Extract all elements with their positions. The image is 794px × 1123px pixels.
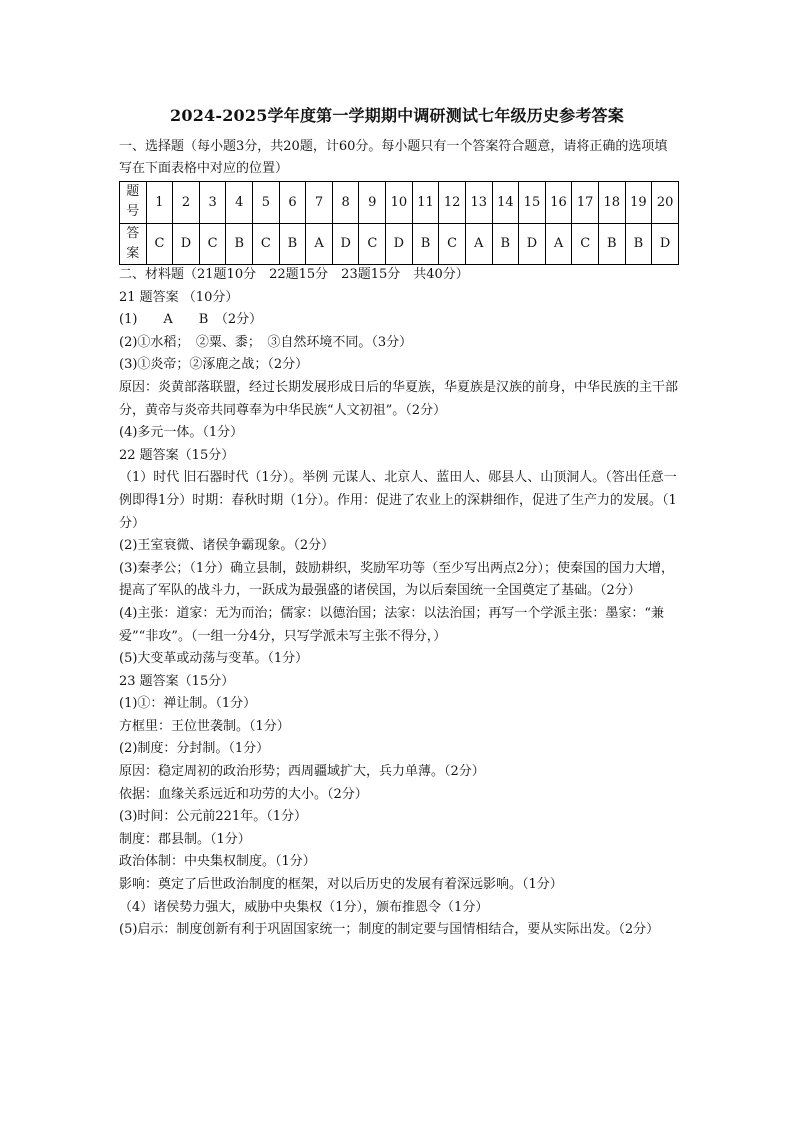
answer-line: 方框里：王位世袭制。（1分） xyxy=(119,718,290,734)
table-cell: A xyxy=(465,223,492,265)
answer-line: 影响：奠定了后世政治制度的框架，对以后历史的发展有着深远影响。（1分） xyxy=(119,877,563,893)
table-cell: C xyxy=(572,223,599,265)
table-cell: 20 xyxy=(652,182,679,224)
answer-line: （4）诸侯势力强大，威胁中央集权（1分），颁布推恩令（1分） xyxy=(119,899,489,915)
table-cell: 14 xyxy=(492,182,519,224)
table-cell: A xyxy=(306,223,333,265)
table-cell: B xyxy=(492,223,519,265)
answer-body xyxy=(119,264,679,942)
table-cell: C xyxy=(146,223,173,265)
table-cell: 13 xyxy=(465,182,492,224)
answer-line: 原因：稳定周初的政治形势；西周疆域扩大，兵力单薄。（2分） xyxy=(119,764,485,780)
table-cell: D xyxy=(173,223,200,265)
answer-line: (3)时间：公元前221年。（1分） xyxy=(119,809,307,825)
table-cell: C xyxy=(253,223,280,265)
table-cell: 2 xyxy=(173,182,200,224)
table-cell: 9 xyxy=(359,182,386,224)
table-cell: 12 xyxy=(439,182,466,224)
table-cell: 18 xyxy=(598,182,625,224)
answer-line: (2)①水稻； ②粟、黍； ③自然环境不同。（3分） xyxy=(119,334,413,350)
table-cell: B xyxy=(625,223,652,265)
table-cell: D xyxy=(519,223,546,265)
answer-line: (1) A B （2分） xyxy=(119,312,263,328)
q22-heading: 22 题答案（15分） xyxy=(119,447,235,463)
answer-line: (3)秦孝公；（1分）确立县制，鼓励耕织，奖励军功等（至少写出两点2分）；使秦国的国力大增，提高了军队的战斗力，一跃成为最强盛的诸侯国，为以后秦国统一全国奠定了基础。（2分） xyxy=(119,560,674,599)
table-cell: 10 xyxy=(386,182,413,224)
answer-line: 制度：郡县制。（1分） xyxy=(119,831,251,847)
table-cell: 7 xyxy=(306,182,333,224)
section-2-heading: 二、材料题（21题10分 22题15分 23题15分 共40分） xyxy=(119,267,469,282)
table-cell: 8 xyxy=(332,182,359,224)
table-cell: 15 xyxy=(519,182,546,224)
table-cell: D xyxy=(386,223,413,265)
table-header-number-text: 题号 xyxy=(126,184,140,220)
table-header-answer xyxy=(120,223,147,265)
answer-line: 政治体制：中央集权制度。（1分） xyxy=(119,854,316,870)
table-row-answers xyxy=(120,223,679,265)
table-cell: 16 xyxy=(545,182,572,224)
table-cell: D xyxy=(652,223,679,265)
table-cell: B xyxy=(226,223,253,265)
answer-line: （1）时代 旧石器时代（1分）。举例 元谋人、北京人、蓝田人、郧县人、山顶洞人。（答出任意一例即得1分）时期：春秋时期（1分）。作用：促进了农业上的深耕细作，促进了生产力的发展。（1分） xyxy=(119,470,677,531)
answer-line: (2)制度：分封制。（1分） xyxy=(119,741,270,757)
q21-heading: 21 题答案 （10分） xyxy=(119,289,239,305)
table-cell: B xyxy=(412,223,439,265)
q23-heading: 23 题答案（15分） xyxy=(119,673,235,689)
table-cell: 6 xyxy=(279,182,306,224)
table-cell: 4 xyxy=(226,182,253,224)
table-cell: 3 xyxy=(199,182,226,224)
answer-line: (1)①：禅让制。（1分） xyxy=(119,696,257,712)
table-cell: 17 xyxy=(572,182,599,224)
table-cell: 11 xyxy=(412,182,439,224)
table-cell: A xyxy=(545,223,572,265)
table-cell: B xyxy=(279,223,306,265)
document-title: 2024-2025学年度第一学期期中调研测试七年级历史参考答案 xyxy=(170,106,624,125)
answer-line: 原因：炎黄部落联盟，经过长期发展形成日后的华夏族，华夏族是汉族的前身，中华民族的主干部分，黄帝与炎帝共同尊奉为中华民族“人文初祖”。（2分） xyxy=(119,379,679,418)
table-cell: B xyxy=(598,223,625,265)
table-cell: 5 xyxy=(253,182,280,224)
answer-line: (2)王室衰微、诸侯争霸现象。（2分） xyxy=(119,538,335,554)
table-header-answer-text: 答案 xyxy=(126,225,140,261)
table-cell: D xyxy=(332,223,359,265)
table-cell: C xyxy=(359,223,386,265)
answer-line: (4)主张：道家：无为而治；儒家：以德治国；法家：以法治国；再写一个学派主张：墨家：“兼爱”“非攻”。（一组一分4分，只写学派未写主张不得分，） xyxy=(119,605,665,644)
answer-line: 依据：血缘关系远近和功劳的大小。（2分） xyxy=(119,786,368,802)
answer-table xyxy=(119,181,679,265)
section-1-heading: 一、选择题（每小题3分，共20题，计60分。每小题只有一个答案符合题意，请将正确的选项填写在下面表格中对应的位置） xyxy=(119,139,668,176)
table-cell: C xyxy=(199,223,226,265)
table-cell: C xyxy=(439,223,466,265)
answer-line: (5)大变革或动荡与变革。（1分） xyxy=(119,651,309,667)
answer-line: (5)启示：制度创新有利于巩固国家统一；制度的制定要与国情相结合，要从实际出发。（2分） xyxy=(119,922,660,938)
answer-line: (3)①炎帝；②涿鹿之战；（2分） xyxy=(119,357,309,373)
table-cell: 1 xyxy=(146,182,173,224)
answer-line: (4)多元一体。（1分） xyxy=(119,425,244,441)
table-cell: 19 xyxy=(625,182,652,224)
table-header-number xyxy=(120,182,147,224)
table-row-numbers xyxy=(120,182,679,224)
